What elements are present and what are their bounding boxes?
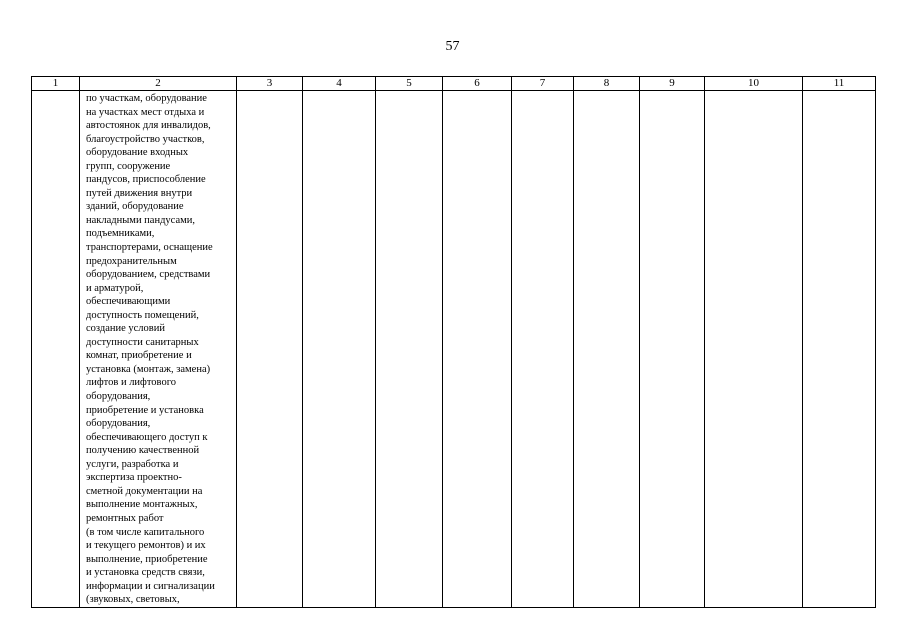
table-cell-4 bbox=[303, 91, 376, 608]
column-header-5: 5 bbox=[376, 77, 443, 91]
table-row bbox=[32, 91, 876, 608]
column-header-10: 10 bbox=[705, 77, 803, 91]
page-number: 57 bbox=[445, 39, 460, 54]
column-header-1: 1 bbox=[32, 77, 80, 91]
column-header-4: 4 bbox=[303, 77, 376, 91]
header-row bbox=[32, 77, 876, 91]
table-cell-3 bbox=[237, 91, 303, 608]
column-header-11: 11 bbox=[803, 77, 876, 91]
column-header-8: 8 bbox=[574, 77, 640, 91]
table-cell-9 bbox=[640, 91, 705, 608]
measures-description-text: по участкам, оборудование на участках мест отдыха и автостоянок для инвалидов, благоустройство участков, оборудование входных групп, сооружение пандусов, приспособление путей движения внутри зданий, оборудование накладными пандусами, подъемниками, транспортерами, оснащение предохранительным оборудованием, средствами и арматурой, обеспечивающими доступность помещений, создание условий доступности санитарных комнат, приобретение и установка (монтаж, замена) лифтов и лифтового оборудования, приобретение и установка оборудования, обеспечивающего доступ к получению качественной услуги, разработка и экспертиза проектно- сметной документации на выполнение монтажных, ремонтных работ (в том числе капитального и текущего ремонтов) и их выполнение, приобретение и установка средств связи, информации и сигнализации (звуковых, световых, bbox=[86, 93, 215, 606]
table-cell-7 bbox=[512, 91, 574, 608]
column-header-9: 9 bbox=[640, 77, 705, 91]
column-header-2: 2 bbox=[80, 77, 237, 91]
table-cell-1 bbox=[32, 91, 80, 608]
table-cell-8 bbox=[574, 91, 640, 608]
table-cell-10 bbox=[705, 91, 803, 608]
column-header-7: 7 bbox=[512, 77, 574, 91]
document-table bbox=[31, 76, 876, 608]
column-header-6: 6 bbox=[443, 77, 512, 91]
table-cell-5 bbox=[376, 91, 443, 608]
table-cell-6 bbox=[443, 91, 512, 608]
table-cell-2 bbox=[80, 91, 237, 608]
table-cell-11 bbox=[803, 91, 876, 608]
column-header-3: 3 bbox=[237, 77, 303, 91]
